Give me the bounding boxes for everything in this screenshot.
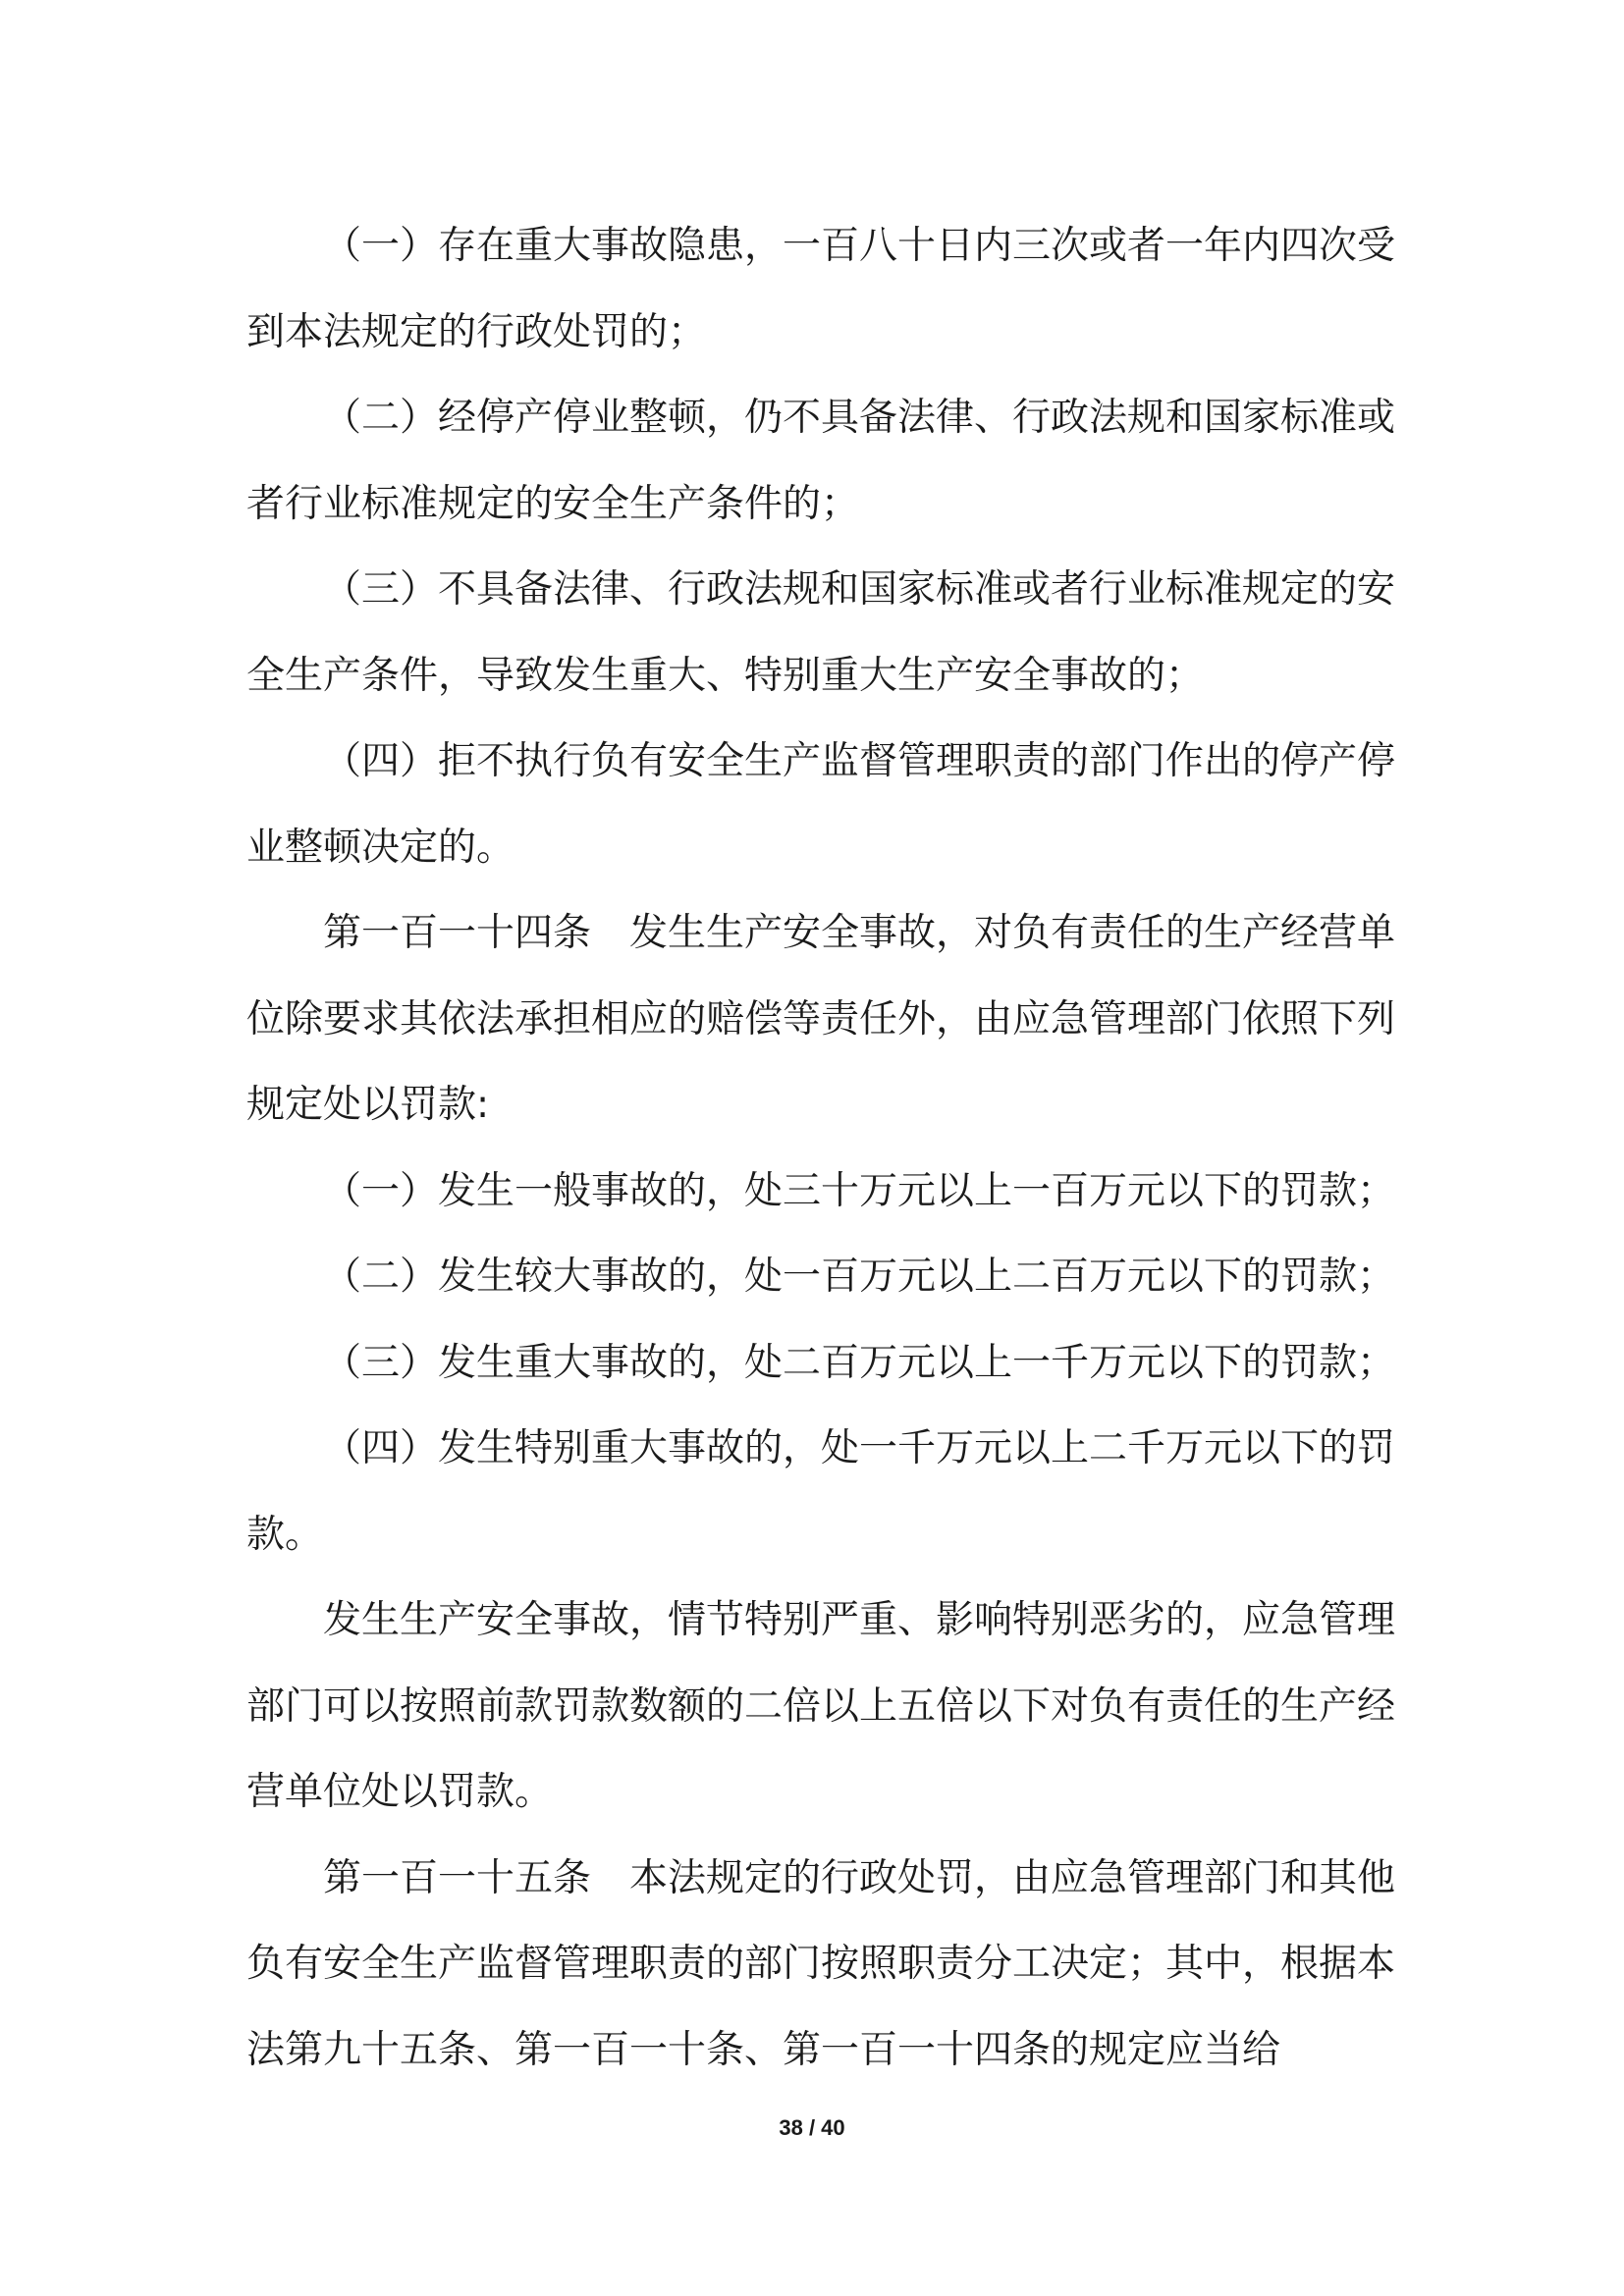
fine-item-4: （四）发生特别重大事故的，处一千万元以上二千万元以下的罚款。 [246,1426,1396,1557]
article-114: 第一百一十四条 发生生产安全事故，对负有责任的生产经营单位除要求其依法承担相应的赔偿等责任外，由应急管理部门依照下列规定处以罚款: [246,911,1396,1127]
body-text [246,203,1395,2093]
fine-item-3: （三）发生重大事故的，处二百万元以上一千万元以下的罚款； [323,1340,1396,1385]
article-115: 第一百一十五条 本法规定的行政处罚，由应急管理部门和其他负有安全生产监督管理职责的部门按照职责分工决定；其中，根据本法第九十五条、第一百一十条、第一百一十四条的规定应当给 [246,1855,1396,2072]
paragraph-item-4: （四）拒不执行负有安全生产监督管理职责的部门作出的停产停业整顿决定的。 [246,739,1396,870]
aggravated-fine-paragraph: 发生生产安全事故，情节特别严重、影响特别恶劣的，应急管理部门可以按照前款罚款数额的二倍以上五倍以下对负有责任的生产经营单位处以罚款。 [246,1598,1396,1814]
paragraph-item-1: （一）存在重大事故隐患，一百八十日内三次或者一年内四次受到本法规定的行政处罚的； [246,224,1396,354]
paragraph-item-2: （二）经停产停业整顿，仍不具备法律、行政法规和国家标准或者行业标准规定的安全生产条件的； [246,396,1396,526]
page-number: 38 / 40 [779,2115,845,2140]
fine-item-2: （二）发生较大事故的，处一百万元以上二百万元以下的罚款； [323,1255,1396,1299]
fine-item-1: （一）发生一般事故的，处三十万元以上一百万元以下的罚款； [323,1168,1396,1213]
paragraph-item-3: （三）不具备法律、行政法规和国家标准或者行业标准规定的安全生产条件，导致发生重大、特别重大生产安全事故的； [246,567,1396,698]
